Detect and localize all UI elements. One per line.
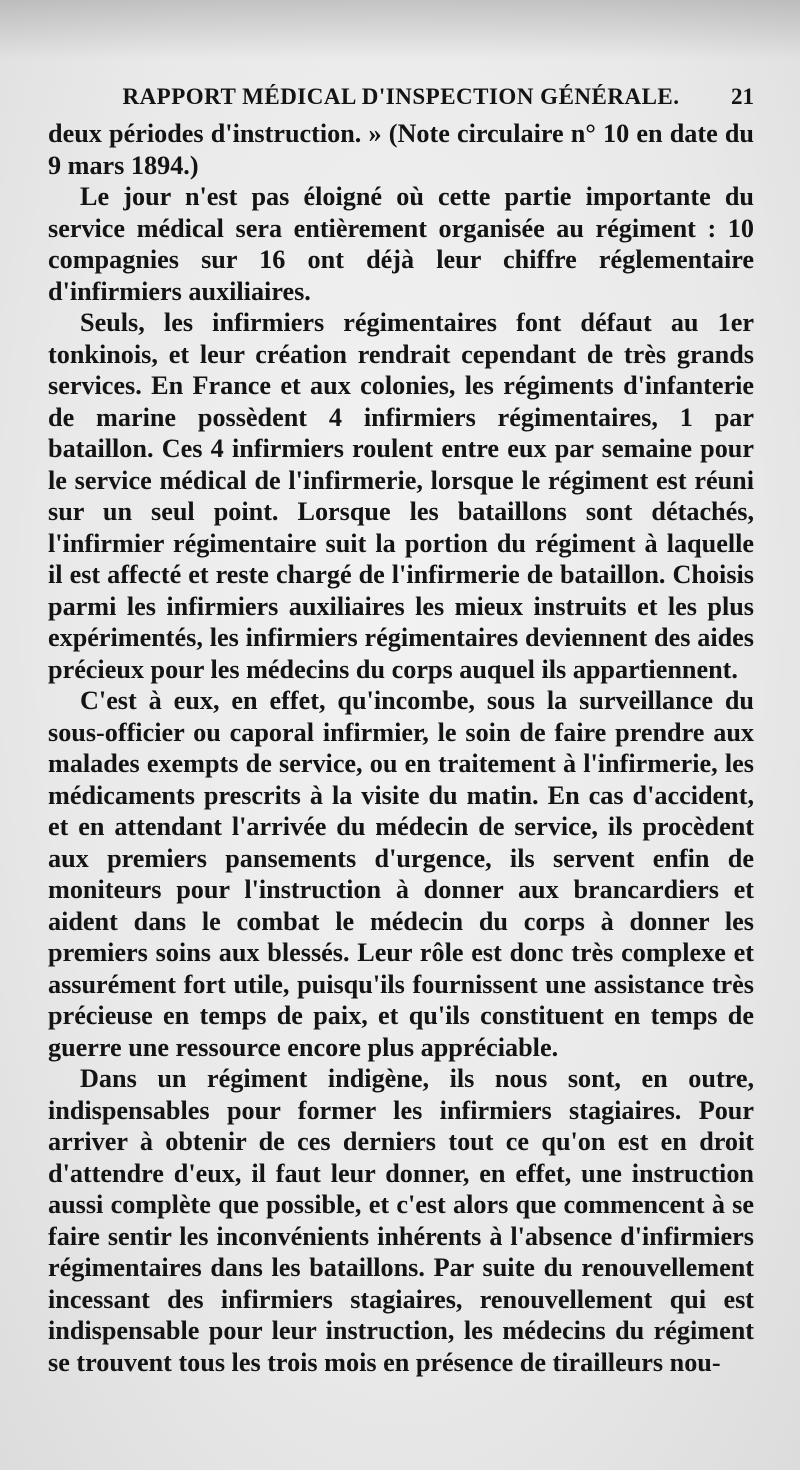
paragraph: Dans un régiment indigène, ils nous sont, en outre, indispensables pour former les infirmiers stagiaires. Pour arriver à obtenir de ces derniers tout ce qu'on est en droit d'attendre d'eux, il faut leur donner, en effet, une instruction aussi complète que possible, et c'est alors que commencent à se faire sentir les inconvénients inhérents à l'absence d'infirmiers régimentaires dans les bataillons. Par suite du renouvellement incessant des infirmiers stagiaires, renouvellement qui est indispensable pour leur instruction, les médecins du régiment se trouvent tous les trois mois en présence de tirailleurs nou-	[48, 1064, 754, 1377]
scan-shadow	[0, 0, 800, 60]
paragraph-continuation: deux périodes d'instruction. » (Note circulaire n° 10 en date du 9 mars 1894.)	[48, 119, 754, 180]
page-header	[48, 82, 754, 114]
body-text	[48, 118, 754, 1378]
paragraph: Seuls, les infirmiers régimentaires font défaut au 1er tonkinois, et leur création rendrait cependant de très grands services. En France et aux colonies, les régiments d'infanterie de marine possèdent 4 infirmiers régimentaires, 1 par bataillon. Ces 4 infirmiers roulent entre eux par semaine pour le service médical de l'infirmerie, lorsque le régiment est réuni sur un seul point. Lorsque les bataillons sont détachés, l'infirmier régimentaire suit la portion du régiment à laquelle il est affecté et reste chargé de l'infirmerie de bataillon. Choisis parmi les infirmiers auxiliaires les mieux instruits et les plus expérimentés, les infirmiers régimentaires deviennent des aides précieux pour les médecins du corps auquel ils appartiennent.	[48, 308, 754, 684]
paragraph: Le jour n'est pas éloigné où cette partie importante du service médical sera entièrement organisée au régiment : 10 compagnies sur 16 ont déjà leur chiffre réglementaire d'infirmiers auxiliaires.	[48, 182, 754, 306]
paragraph: C'est à eux, en effet, qu'incombe, sous la surveillance du sous-officier ou caporal infirmier, le soin de faire prendre aux malades exempts de service, ou en traitement à l'infirmerie, les médicaments prescrits à la visite du matin. En cas d'accident, et en attendant l'arrivée du médecin de service, ils procèdent aux premiers pansements d'urgence, ils servent enfin de moniteurs pour l'instruction à donner aux brancardiers et aident dans le combat le médecin du corps à donner les premiers soins aux blessés. Leur rôle est donc très complexe et assurément fort utile, puisqu'ils fournissent une assistance très précieuse en temps de paix, et qu'ils constituent en temps de guerre une ressource encore plus appréciable.	[48, 686, 754, 1062]
running-head: RAPPORT MÉDICAL D'INSPECTION GÉNÉRALE.	[122, 84, 680, 109]
page-number: 21	[731, 84, 754, 109]
